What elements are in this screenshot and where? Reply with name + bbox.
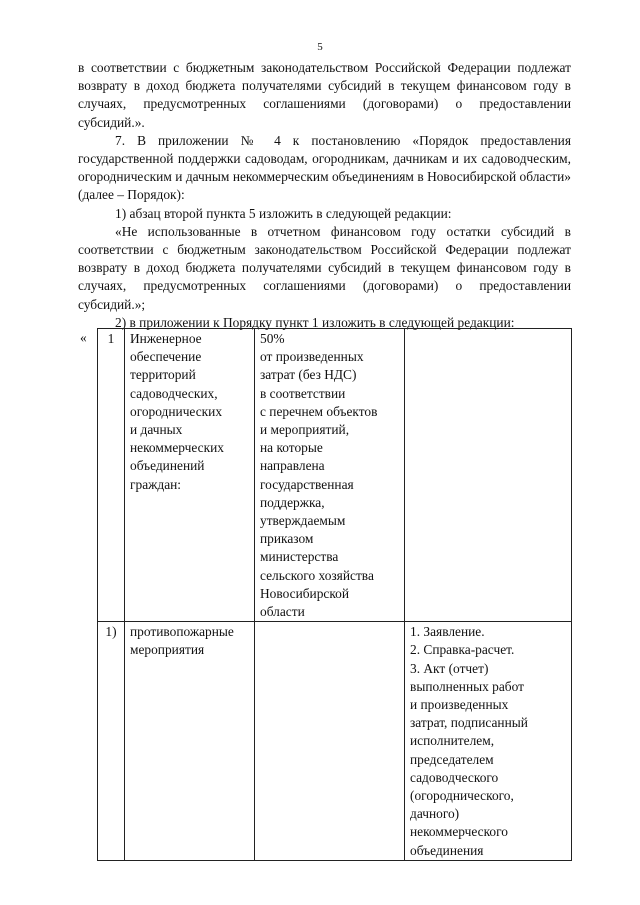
table-open-quote: « xyxy=(80,330,87,345)
paragraph-5: 2) в приложении к Порядку пункт 1 изложить в следующей редакции: xyxy=(115,314,515,330)
cell-line: Новосибирской xyxy=(260,585,350,601)
cell-line: садоводческого xyxy=(410,769,499,785)
cell-line: мероприятия xyxy=(130,642,205,658)
cell-line: затрат, подписанный xyxy=(410,715,528,731)
cell-line: области xyxy=(260,604,305,620)
cell-line: Инженерное xyxy=(130,331,202,346)
cell-line: объединения xyxy=(410,842,484,858)
cell-line: в соответствии xyxy=(260,385,346,401)
body-text xyxy=(78,59,571,332)
cell-line: объединений xyxy=(130,458,205,474)
cell-name xyxy=(125,622,255,861)
table-row xyxy=(98,622,572,861)
cell-line: дачного) xyxy=(410,806,460,822)
cell-line: приказом xyxy=(260,531,314,547)
cell-line: с перечнем объектов xyxy=(260,403,378,419)
cell-line: обеспечение xyxy=(130,349,202,365)
row-number: 1) xyxy=(98,622,125,861)
cell-documents xyxy=(405,622,572,861)
cell-line: и мероприятий, xyxy=(260,422,350,438)
paragraph-1: в соответствии с бюджетным законодательством Российской Федерации подлежат возврату в доход бюджета получателями субсидий в текущем финансовом году в случаях, предусмотренных соглашениями (договорами) о предоставлении субсидий.». xyxy=(78,60,571,130)
cell-line: 50% xyxy=(260,331,285,346)
cell-line: от произведенных xyxy=(260,349,364,365)
cell-line: государственная xyxy=(260,476,354,492)
cell-line: направлена xyxy=(260,458,325,474)
cell-line: некоммерческих xyxy=(130,440,224,456)
page-number: 5 xyxy=(317,41,323,53)
cell-line: поддержка, xyxy=(260,494,325,510)
cell-line: 2. Справка-расчет. xyxy=(410,642,515,658)
cell-line: территорий xyxy=(130,367,196,383)
cell-line: сельского хозяйства xyxy=(260,567,374,583)
cell-line: 1. Заявление. xyxy=(410,624,485,640)
cell-amount xyxy=(255,329,405,622)
cell-line: садоводческих, xyxy=(130,385,218,401)
cell-line: противопожарные xyxy=(130,624,234,640)
cell-name xyxy=(125,329,255,622)
cell-line: утверждаемым xyxy=(260,513,346,529)
paragraph-3: 1) абзац второй пункта 5 изложить в следующей редакции: xyxy=(115,205,452,221)
cell-line: 3. Акт (отчет) xyxy=(410,660,489,676)
cell-line: некоммерческого xyxy=(410,824,508,840)
cell-line: и произведенных xyxy=(410,697,509,713)
amendment-table xyxy=(97,328,572,861)
cell-line: министерства xyxy=(260,549,339,565)
cell-documents xyxy=(405,329,572,622)
row-number: 1 xyxy=(98,329,125,622)
paragraph-4: «Не использованные в отчетном финансовом году остатки субсидий в соответствии с бюджетным законодательством Российской Федерации подлежат возврату в доход бюджета получателями субсидий в текущем финансовом году в случаях, предусмотренных соглашениями (договорами) о предоставлении субсидий.»; xyxy=(78,223,571,312)
cell-line: исполнителем, xyxy=(410,733,495,749)
cell-line: затрат (без НДС) xyxy=(260,367,357,383)
cell-line: огороднических xyxy=(130,403,223,419)
cell-line: и дачных xyxy=(130,422,183,438)
cell-line: на которые xyxy=(260,440,323,456)
cell-line: выполненных работ xyxy=(410,678,524,694)
paragraph-2: 7. В приложении № 4 к постановлению «Порядок предоставления государственной поддержки садоводам, огородникам, дачникам и их садоводческим, огородническим и дачным некоммерческим объединениям в Новосибирской области» (далее – Порядок): xyxy=(78,132,571,203)
cell-amount xyxy=(255,622,405,861)
cell-line: председателем xyxy=(410,751,494,767)
table-row xyxy=(98,329,572,622)
cell-line: (огороднического, xyxy=(410,788,514,804)
cell-line: граждан: xyxy=(130,476,182,492)
